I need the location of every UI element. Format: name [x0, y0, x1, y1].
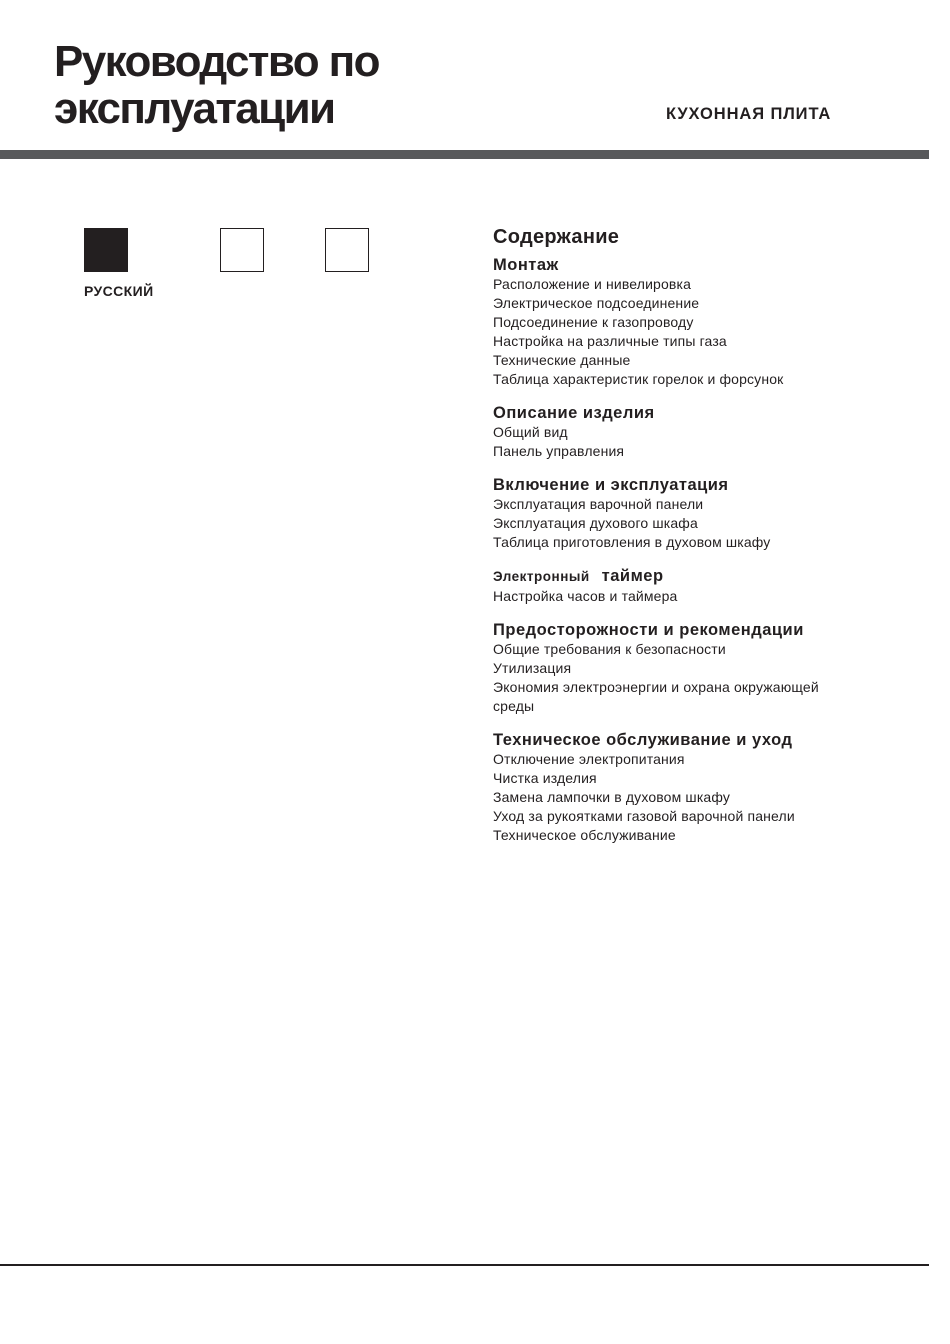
toc-heading-part: таймер	[601, 567, 664, 585]
toc-section-precautions	[493, 620, 873, 716]
toc-item[interactable]: Общие требования к безопасности	[493, 641, 726, 657]
toc-item[interactable]: Чистка изделия	[493, 770, 597, 786]
toc-item[interactable]: Уход за рукоятками газовой варочной панели	[493, 808, 795, 824]
toc-item[interactable]: Эксплуатация духового шкафа	[493, 515, 698, 531]
title-line-2: эксплуатации	[54, 84, 335, 133]
toc-section-timer	[493, 566, 873, 606]
toc-title: Содержание	[493, 226, 620, 248]
toc-item[interactable]: Замена лампочки в духовом шкафу	[493, 789, 730, 805]
toc-item[interactable]: Панель управления	[493, 443, 625, 459]
toc-item[interactable]: Отключение электропитания	[493, 751, 685, 767]
language-checkbox-russian[interactable]	[84, 228, 128, 272]
toc-item[interactable]: Расположение и нивелировка	[493, 276, 692, 292]
title-line-1: Руководство по	[54, 37, 379, 86]
toc-item[interactable]: Настройка часов и таймера	[493, 588, 678, 604]
toc-section-description	[493, 403, 873, 461]
toc-item[interactable]: Таблица характеристик горелок и форсунок	[493, 371, 784, 387]
toc-section-heading[interactable]: Техническое обслуживание и уход	[493, 731, 793, 749]
header-divider	[0, 150, 929, 159]
toc-item[interactable]: Экономия электроэнергии и охрана окружающей	[493, 679, 819, 695]
language-checkbox-3[interactable]	[325, 228, 369, 272]
language-checkbox-2[interactable]	[220, 228, 264, 272]
page-title	[54, 38, 379, 132]
toc-item[interactable]: Технические данные	[493, 352, 631, 368]
toc-section-heading[interactable]: Включение и эксплуатация	[493, 476, 729, 494]
toc-item[interactable]: Настройка на различные типы газа	[493, 333, 727, 349]
toc-item[interactable]: Утилизация	[493, 660, 572, 676]
toc-section-heading[interactable]: Предосторожности и рекомендации	[493, 621, 804, 639]
footer-divider	[0, 1264, 929, 1266]
toc-section-operation	[493, 475, 873, 552]
toc-section-heading[interactable]: Описание изделия	[493, 404, 655, 422]
table-of-contents	[493, 223, 873, 845]
toc-section-heading[interactable]: Монтаж	[493, 256, 559, 274]
toc-item[interactable]: Эксплуатация варочной панели	[493, 496, 704, 512]
toc-item[interactable]: Электрическое подсоединение	[493, 295, 700, 311]
toc-section-installation	[493, 255, 873, 389]
toc-item[interactable]: Подсоединение к газопроводу	[493, 314, 694, 330]
language-label-russian: РУССКИЙ	[84, 283, 154, 299]
toc-item[interactable]: Техническое обслуживание	[493, 827, 676, 843]
toc-heading-part: Электронный	[493, 569, 590, 584]
product-type-label: КУХОННАЯ ПЛИТА	[666, 105, 832, 123]
toc-item[interactable]: Таблица приготовления в духовом шкафу	[493, 534, 771, 550]
toc-item[interactable]: Общий вид	[493, 424, 568, 440]
toc-item[interactable]: среды	[493, 698, 535, 714]
toc-section-heading[interactable]	[493, 566, 873, 587]
toc-section-maintenance	[493, 730, 873, 845]
